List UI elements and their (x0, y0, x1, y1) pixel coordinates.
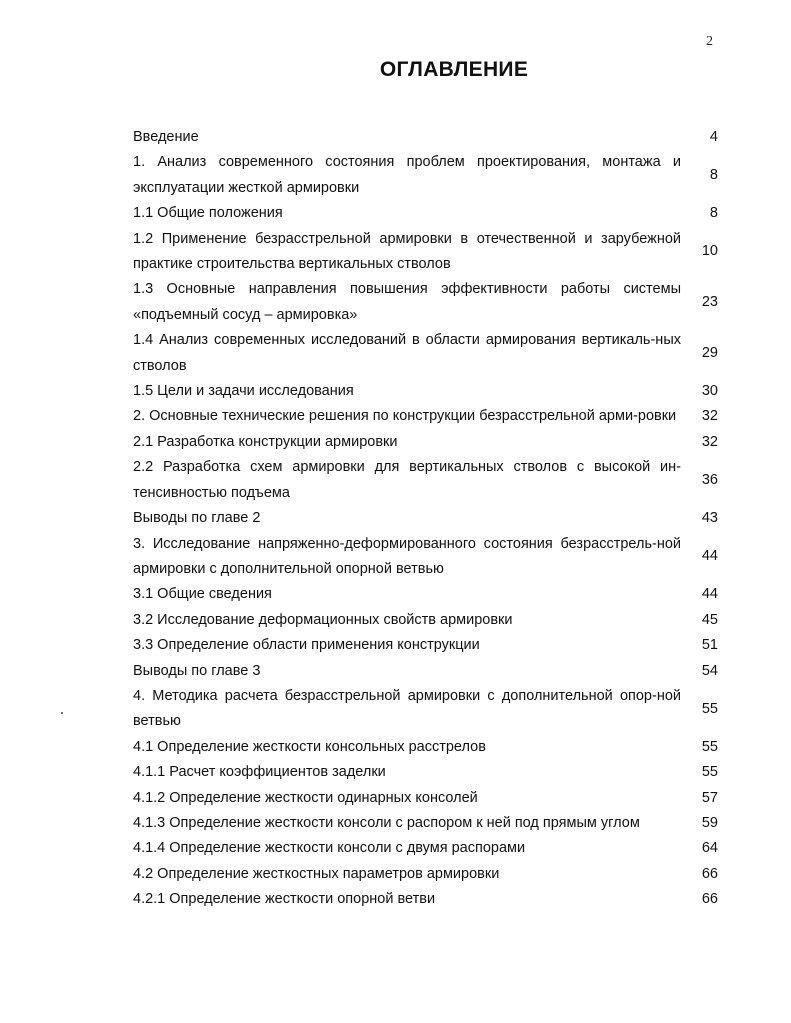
toc-entry-page: 10 (701, 243, 718, 260)
toc-entry-title: 4.1 Определение жесткости консольных расстрелов (133, 738, 486, 755)
toc-entry-page: 57 (701, 789, 718, 806)
toc-entry (133, 404, 723, 429)
toc-entry (133, 430, 723, 455)
toc-entry-title: 4.2.1 Определение жесткости опорной ветви (133, 891, 436, 908)
toc-entry (133, 811, 723, 836)
toc-entry-page: 51 (701, 637, 718, 654)
toc-entry-title: 3.1 Общие сведения (133, 586, 272, 603)
toc-entry-title: 1. Анализ современного состояния проблем проектирования, монтажа и эксплуатации жесткой армировки (133, 154, 681, 196)
toc-entry-page: 4 (709, 129, 718, 145)
toc-entry (133, 125, 723, 150)
toc-entry-title: 3.2 Исследование деформационных свойств армировки (133, 611, 513, 628)
toc-entry (133, 201, 723, 226)
toc-entry-title: 4. Методика расчета безрасстрельной армировки с дополнительной опор-ной ветвью (133, 687, 681, 730)
toc-entry-page: 30 (701, 383, 718, 400)
toc-entry-title: 4.2 Определение жесткостных параметров армировки (133, 865, 500, 882)
toc-entry-page: 44 (701, 548, 718, 565)
toc-entry-title: 1.2 Применение безрасстрельной армировки в отечественной и зарубежной практике строительства вертикальных стволов (133, 230, 681, 273)
toc-entry-title: 2.1 Разработка конструкции армировки (133, 433, 398, 450)
toc-entry (133, 532, 723, 583)
page-title: ОГЛАВЛЕНИЕ (379, 58, 529, 81)
toc-entry-title: 1.1 Общие положения (133, 205, 283, 222)
toc-entry-title: 1.5 Цели и задачи исследования (133, 383, 354, 400)
toc-entry (133, 836, 723, 861)
toc-entry-page: 29 (701, 344, 718, 361)
toc-entry-title: Введение (133, 129, 199, 145)
toc-entry (133, 862, 723, 887)
toc-entry (133, 659, 723, 684)
table-of-contents (133, 125, 723, 913)
toc-entry (133, 887, 723, 912)
toc-entry (133, 227, 723, 278)
toc-entry (133, 735, 723, 760)
toc-entry-page: 44 (701, 586, 718, 603)
toc-entry-title: 4.1.2 Определение жесткости одинарных консолей (133, 789, 478, 806)
toc-entry-title: Выводы по главе 3 (133, 662, 261, 679)
toc-entry (133, 506, 723, 531)
toc-entry-page: 8 (709, 167, 718, 184)
toc-entry-page: 36 (701, 471, 718, 488)
page-number: 2 (706, 34, 713, 49)
toc-entry (133, 277, 723, 328)
toc-entry-page: 32 (701, 408, 718, 425)
toc-entry-page: 66 (701, 865, 718, 882)
scan-speck (61, 712, 63, 714)
toc-entry (133, 786, 723, 811)
toc-entry (133, 684, 723, 735)
toc-entry (133, 582, 723, 607)
toc-entry-title: 3. Исследование напряженно-деформированного состояния безрасстрель-ной армировки с дополнительной опорной ветвью (133, 535, 681, 577)
toc-entry (133, 608, 723, 633)
toc-entry-title: 4.1.4 Определение жесткости консоли с двумя распорами (133, 840, 526, 857)
toc-entry (133, 328, 723, 379)
toc-entry (133, 760, 723, 785)
toc-entry-page: 55 (701, 700, 718, 717)
toc-entry-page: 66 (701, 891, 718, 908)
toc-entry (133, 379, 723, 404)
toc-entry (133, 633, 723, 658)
toc-entry-page: 54 (701, 662, 718, 679)
toc-entry-title: 4.1.1 Расчет коэффициентов заделки (133, 764, 386, 781)
toc-entry-page: 23 (701, 294, 718, 311)
toc-entry-page: 32 (701, 433, 718, 450)
toc-entry-title: 1.4 Анализ современных исследований в области армирования вертикаль-ных стволов (133, 332, 681, 374)
toc-entry-page: 64 (701, 840, 718, 857)
toc-entry-title: 1.3 Основные направления повышения эффективности работы системы «подъемный сосуд – армировка» (133, 281, 681, 323)
toc-entry-page: 8 (709, 205, 718, 222)
toc-entry-title: 2. Основные технические решения по конструкции безрасстрельной арми-ровки (133, 408, 677, 425)
toc-entry-page: 55 (701, 738, 718, 755)
toc-entry-page: 43 (701, 510, 718, 527)
toc-entry-page: 45 (701, 611, 718, 628)
toc-entry-page: 55 (701, 764, 718, 781)
toc-entry (133, 455, 723, 506)
toc-entry (133, 150, 723, 201)
toc-entry-title: Выводы по главе 2 (133, 510, 261, 527)
toc-entry-page: 59 (701, 814, 718, 831)
toc-entry-title: 3.3 Определение области применения конструкции (133, 637, 480, 654)
toc-entry-title: 4.1.3 Определение жесткости консоли с распором к ней под прямым углом (133, 814, 640, 831)
toc-entry-title: 2.2 Разработка схем армировки для вертикальных стволов с высокой ин-тенсивностью подъема (133, 459, 681, 501)
